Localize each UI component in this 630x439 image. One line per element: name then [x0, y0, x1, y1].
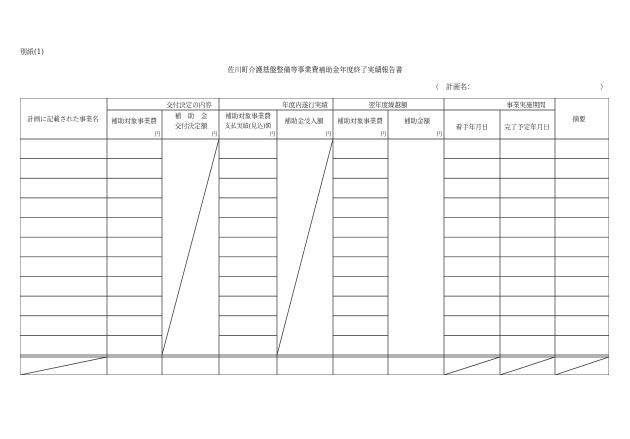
group-header-carryover: 翌年度繰越額 [368, 101, 408, 109]
col-header-result-received: 補助金受入額 [284, 117, 324, 125]
col-header-carry-amount: 補助金額 [404, 117, 430, 125]
col-header-remarks: 摘要 [572, 115, 586, 123]
report-table [20, 98, 609, 375]
unit-yen-carry-target: 円 [380, 132, 386, 138]
col-header-result-payment-2: 支払実績(見込)額 [224, 123, 272, 130]
diagonal-strike [500, 357, 555, 375]
unit-yen-carry-amount: 円 [436, 132, 442, 138]
group-header-result: 年度内遂行実績 [282, 101, 328, 109]
unit-yen-result-received: 円 [325, 132, 331, 138]
plan-name-close: ） [600, 83, 607, 91]
col-header-carry-target: 補助対象事業費 [337, 117, 383, 125]
col-header-start-date: 着手年月日 [455, 123, 489, 131]
unit-yen-result-payment: 円 [269, 132, 275, 138]
diagonal-strike [162, 139, 219, 355]
unit-yen-decision-target: 円 [154, 132, 160, 138]
col-header-project-name: 計画に記載された事業名 [27, 115, 99, 123]
col-header-end-date: 完了予定年月日 [504, 123, 550, 131]
plan-name-label: （ 計画名： [432, 83, 474, 91]
diagonal-strike [20, 357, 107, 375]
diagonal-strike [277, 139, 333, 355]
col-header-decision-grant-2: 交付決定額 [174, 122, 208, 130]
document-title: 佐川町介護基盤整備等事業費補助金年度終了実績報告書 [227, 66, 403, 74]
col-header-decision-target: 補助対象事業費 [111, 117, 157, 125]
diagonal-strike [555, 357, 609, 375]
group-header-period: 事業実施期間 [506, 101, 546, 109]
col-header-decision-grant-1: 補 助 金 [174, 112, 208, 120]
table-grid [20, 98, 609, 375]
form-label: 別紙(1) [20, 48, 44, 56]
col-header-result-payment-1: 補助対象事業費 [225, 112, 271, 120]
unit-yen-decision-grant: 円 [211, 132, 217, 138]
group-header-decision: 交付決定の内容 [166, 101, 212, 109]
diagonal-strike [444, 357, 500, 375]
